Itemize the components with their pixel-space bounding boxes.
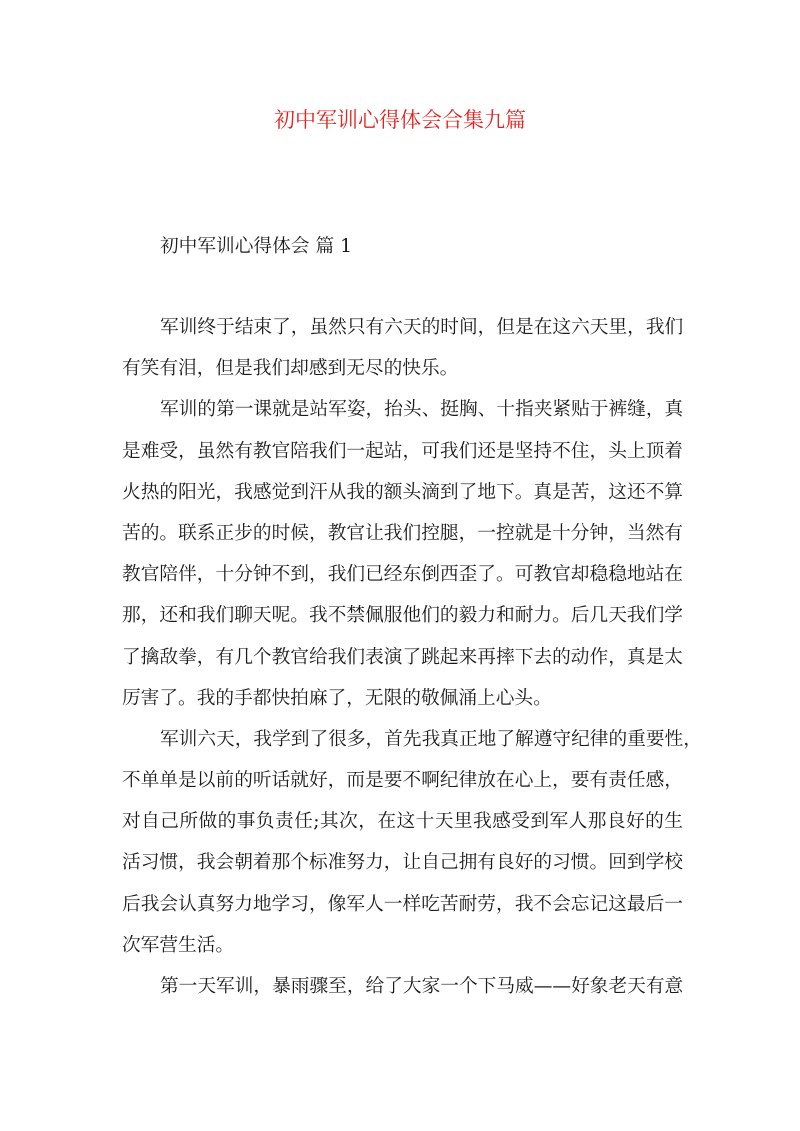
document-title: 初中军训心得体会合集九篇 — [274, 108, 526, 132]
text-line: 有笑有泪，但是我们却感到无尽的快乐。 — [122, 358, 459, 380]
text-line: 不单单是以前的听话就好，而是要不啊纪律放在心上，要有责任感， — [122, 770, 683, 792]
text-line: 教官陪伴，十分钟不到，我们已经东倒西歪了。可教官却稳稳地站在 — [122, 564, 683, 586]
text-line: 对自己所做的事负责任;其次，在这十天里我感受到军人那良好的生 — [122, 811, 683, 833]
section-heading: 初中军训心得体会 篇 1 — [160, 236, 352, 257]
text-line: 军训六天，我学到了很多，首先我真正地了解遵守纪律的重要性， — [160, 728, 702, 750]
paragraph — [122, 398, 683, 728]
document-body — [122, 316, 702, 1016]
text-line: 是难受，虽然有教官陪我们一起站，可我们还是坚持不住，头上顶着 — [122, 440, 683, 462]
text-line: 厉害了。我的手都快拍麻了，无限的敬佩涌上心头。 — [122, 687, 552, 709]
text-line: 次军营生活。 — [122, 934, 235, 956]
text-line: 后我会认真努力地学习，像军人一样吃苦耐劳，我不会忘记这最后一 — [122, 893, 683, 915]
text-line: 苦的。联系正步的时候，教官让我们控腿，一控就是十分钟，当然有 — [122, 522, 683, 544]
paragraph — [122, 975, 683, 1016]
paragraph — [122, 728, 702, 975]
text-line: 活习惯，我会朝着那个标准努力，让自己拥有良好的习惯。回到学校 — [122, 852, 683, 874]
text-line: 军训的第一课就是站军姿，抬头、挺胸、十指夹紧贴于裤缝，真 — [160, 399, 684, 421]
text-line: 火热的阳光，我感觉到汗从我的额头滴到了地下。真是苦，这还不算 — [122, 481, 683, 503]
text-line: 军训终于结束了，虽然只有六天的时间，但是在这六天里，我们 — [160, 317, 684, 338]
text-line: 了擒敌拳，有几个教官给我们表演了跳起来再摔下去的动作，真是太 — [122, 646, 683, 668]
text-line: 第一天军训，暴雨骤至，给了大家一个下马威——好象老天有意 — [160, 976, 684, 997]
text-line: 那，还和我们聊天呢。我不禁佩服他们的毅力和耐力。后几天我们学 — [122, 605, 683, 627]
paragraph — [122, 316, 683, 398]
